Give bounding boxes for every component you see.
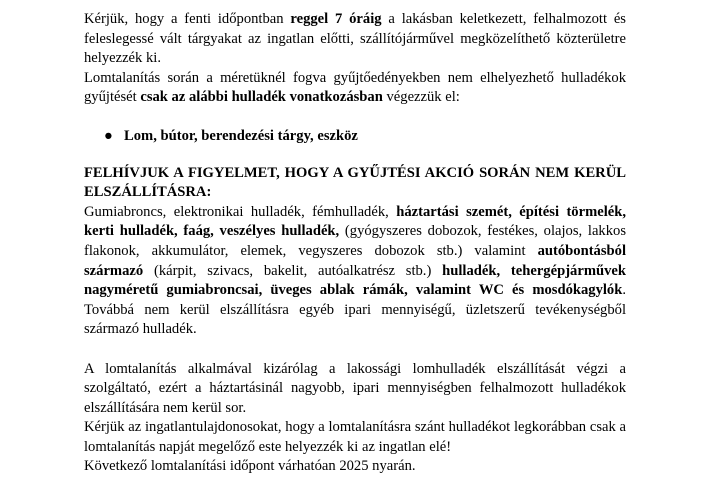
accepted-items-list xyxy=(84,127,626,147)
deadline-emphasis: reggel 7 óráig xyxy=(290,11,382,27)
scope-emphasis: csak az alábbi hulladék vonatkozásban xyxy=(140,89,383,106)
paragraph-spacer xyxy=(84,340,626,360)
service-scope-paragraph: A lomtalanítás alkalmával kizárólag a lakossági lomhulladék elszállítását végzi a szolgáltató, ezért a háztartásinál nagyobb, ipari mennyiségben felhalmozott hulladékok elszállítására nem kerül sor. xyxy=(84,360,626,416)
excluded-items-paragraph: Gumiabroncs, elektronikai hulladék, fémhulladék, háztartási szemét, építési törmelék, kerti hulladék, faág, veszélyes hulladék, (gyógyszeres dobozok, festékes, olajos, lakkos flakonok, akkumulátor, elemek, vegyszeres dobozok stb.) valamint autóbontásból származó (kárpit, szivacs, bakelit, autóalkatrész stb.) hulladék, tehergépjárművek nagyméretű gumiabroncsai, üveges ablak rámák, valamint WC és mosdókagylók. Továbbá nem kerül elszállításra egyéb ipari mennyiségű, üzletszerű tevékenységből származó hulladék. xyxy=(84,203,627,338)
list-item xyxy=(84,127,626,147)
next-date-paragraph: Következő lomtalanítási időpont várhatóan 2025 nyarán. xyxy=(84,458,416,475)
instruction-paragraph: Kérjük, hogy a fenti időpontban reggel 7 óráig a lakásban keletkezett, felhalmozott és feleslegessé vált tárgyakat az ingatlan előtti, szállítójárművel megközelíthető közterületre helyezzék ki. xyxy=(84,11,626,67)
placement-request-paragraph: Kérjük az ingatlantulajdonosokat, hogy a lomtalanításra szánt hulladékot legkorábban csak a lomtalanítás napját megelőző este helyezzék ki az ingatlan elé! xyxy=(84,419,626,455)
collection-scope-paragraph: Lomtalanítás során a méretüknél fogva gyűjtőedényekben nem elhelyezhető hulladékok gyűjtését csak az alábbi hulladék vonatkozásban végezzük el: xyxy=(84,69,626,106)
list-item-text: Lom, bútor, berendezési tárgy, eszköz xyxy=(124,127,358,144)
warning-heading: FELHÍVJUK A FIGYELMET, HOGY A GYŰJTÉSI AKCIÓ SORÁN NEM KERÜL ELSZÁLLÍTÁSRA: xyxy=(84,164,626,201)
bullet-icon: ● xyxy=(104,127,113,144)
document-page xyxy=(84,10,626,477)
